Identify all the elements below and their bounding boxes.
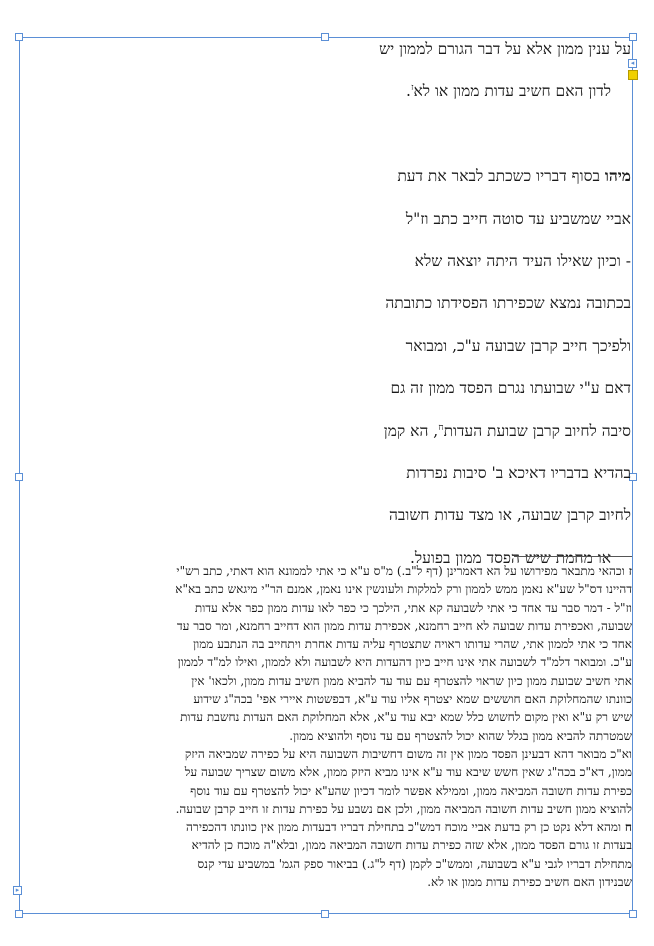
footnote-line: [18, 782, 632, 800]
main-text: - וכיון שאילו העיד היתה יוצאה שלא: [414, 251, 631, 270]
footnote-line: [18, 653, 632, 671]
footnote-text: בעדות זו גורם הפסד ממון, אלא שזה כפירת עדות חשובה המביאה ממון, ובלא"ה מוכח כן להדיא: [191, 838, 632, 853]
main-text: בכתובה נמצא שכפירתו הפסידתו כתובתה: [385, 294, 631, 313]
footnote-text: שיש רק ע"א ואין מקום לחשוש כלל שמא יבא עוד ע"א, אלא המחלוקת האם העדות נחשבת עדות: [180, 710, 632, 725]
main-text: ולפיכך חייב קרבן שבועה ע"כ, ומבואר: [405, 336, 631, 355]
footnote-text: שבנידון האם חשיב כפירת עדות ממון או לא.: [427, 875, 632, 890]
main-text-column: [30, 36, 631, 587]
footnote-text: וא"כ מבואר דהא דבעינן הפסד ממון אין זה משום דחשיבות השבועה היא על כפירה שמביאה היזק: [184, 746, 632, 761]
footnote-line: [18, 617, 632, 635]
main-line: [30, 248, 631, 290]
footnote-line: [18, 708, 632, 726]
footnote-text: וכהאי מתבאר מפירושו על הא דאמרינן (דף ל"ב.) מ"ס ע"א כי אתי לממונא הוא דאתי, כתב רש"י: [176, 564, 629, 578]
footnote-line: [18, 580, 632, 598]
footnote-line: [18, 818, 632, 836]
main-text: או מחמת שיש הפסד ממון בפועל.: [409, 548, 611, 567]
main-line: [30, 163, 631, 205]
main-line: [30, 333, 631, 375]
footnote-text: ממון, דא"כ בכה"ג שאין חשש שיבא עוד ע"א אינו מביא היזק ממון, אלא משום שצריך שבועה על: [184, 765, 632, 780]
main-text: בהדיא בדבריו דאיכא ב' סיבות נפרדות: [406, 463, 631, 482]
footnote-line: [18, 672, 632, 690]
footnotes: [18, 562, 632, 891]
frame-handle-bottom-right[interactable]: [629, 910, 637, 918]
main-line: [30, 375, 631, 417]
main-marker: מיהו: [604, 166, 631, 186]
footnote-line: [18, 763, 632, 781]
footnote-separator: [514, 556, 632, 557]
footnote-marker: ח: [624, 820, 632, 835]
main-text-tail: , הא קמן: [383, 421, 439, 440]
main-text-tail: .: [406, 82, 411, 101]
frame-handle-top-left[interactable]: [15, 33, 23, 41]
footnote-text: ומהא דלא נקט כן רק בדעת אביי מוכח דמש"כ בתחילת דבריו דבעדות ממון אין כוונתו דהכפירה: [186, 820, 625, 835]
footnote-text: ע"כ. ומבואר דלמ"ד לשבועה אתי אינו חייב כיון דהעדות היא לשבועה ולא לממון, ואילו למ"ד לממון: [177, 655, 632, 670]
main-line: [30, 78, 631, 120]
frame-handle-middle-left[interactable]: [15, 473, 23, 481]
main-line: [30, 460, 631, 502]
footnote-text: שמטרתה להביא ממון בגלל שהוא יכול להצטרף עם עד נוסף ולהוציא ממון.: [289, 728, 632, 743]
footnote-text: מתחילת דבריו לגבי ע"א בשבועה, וממש"כ לקמן (דף ל"ג.) בביאור ספק הגמ' במשביע עדי קנס: [197, 856, 632, 871]
footnote-text: אתי חשיב שבועת ממון כיון שראוי להצטרף עם עוד עד להביא ממון חשיב עדות ממון, ולכאו' אין: [191, 673, 632, 688]
main-text: לחיוב קרבן שבועה, או מצד עדות חשובה: [388, 506, 631, 525]
main-line: [30, 502, 631, 544]
main-line: [30, 206, 631, 248]
main-line: [30, 121, 631, 163]
footnote-line: [18, 855, 632, 873]
footnote-ref[interactable]: ז: [410, 83, 414, 94]
footnote-line: [18, 745, 632, 763]
footnote-text: להוציא ממון חשיב עדות חשובה המביאה ממון, ולכן אם נשבע על כפירת עדות זו חייב קרבן שבועה.: [175, 801, 632, 816]
main-line: [30, 418, 631, 460]
in-port-icon[interactable]: ◂: [628, 59, 637, 68]
footnote-line: [18, 727, 632, 745]
footnote-line: [18, 800, 632, 818]
footnote-text: כפירת עדות חשובה המביאה ממון, וממילא אפשר לומר דכיון שהע"א יכול להצטרף עם עוד נוסף: [190, 783, 632, 798]
main-text: על ענין ממון אלא על דבר הגורם לממון יש: [379, 40, 631, 58]
footnote-line: [18, 690, 632, 708]
main-line: [30, 290, 631, 332]
main-text: לדון האם חשיב עדות ממון או לא: [413, 82, 611, 101]
footnote-text: דהיינו דס"ל שע"א נאמן ממש לממון ורק למלקות ולעונשין אינו נאמן, אמנם הר"י מיגאש כתב בא"א: [175, 582, 632, 597]
main-line: [30, 36, 631, 78]
footnote-line: [18, 599, 632, 617]
frame-handle-bottom-center[interactable]: [321, 910, 329, 918]
footnote-line: [18, 836, 632, 854]
out-port-icon[interactable]: ▸: [13, 886, 22, 895]
main-text: אביי שמשביע עד סוטה חייב כתב וז"ל: [405, 209, 631, 228]
footnote-text: אחד כי אתי לממון אתי, שהרי עדותו ראויה שתצטרף עליה עדות אחרת ויתחייב בה הנתבע ממון: [193, 637, 632, 652]
main-text: בסוף דבריו כשכתב לבאר את דעת: [397, 167, 605, 186]
footnote-ref[interactable]: ח: [438, 422, 444, 433]
footnote-text: שבועה, ואכפירת עדות שבועה לא חייב רחמנא, אכפירת עדות ממון הוא דחייב רחמנא, ומר סבר עד: [176, 618, 632, 633]
footnote-text: כוונתו שהמחלוקת האם חוששים שמא יצטרף אליו עוד ע"א, דבפשטות איירי אפי' בכה"ג שידוע: [193, 692, 632, 707]
main-text: דאם ע"י שבועתו נגרם הפסד ממון זה גם: [390, 379, 631, 398]
footnote-line: [18, 635, 632, 653]
footnote-line: [18, 873, 632, 891]
frame-handle-bottom-left[interactable]: [15, 910, 23, 918]
main-text: סיבה לחיוב קרבן שבועת העדות: [443, 421, 631, 440]
footnote-text: וז"ל - דמר סבר עד אחד כי אתי לשבועה קא אתי, הילכך כי כפר לאו עדות ממון כפר אלא עדות: [194, 600, 632, 615]
footnote-line: [18, 562, 632, 580]
footnote-marker: ז: [628, 564, 632, 578]
